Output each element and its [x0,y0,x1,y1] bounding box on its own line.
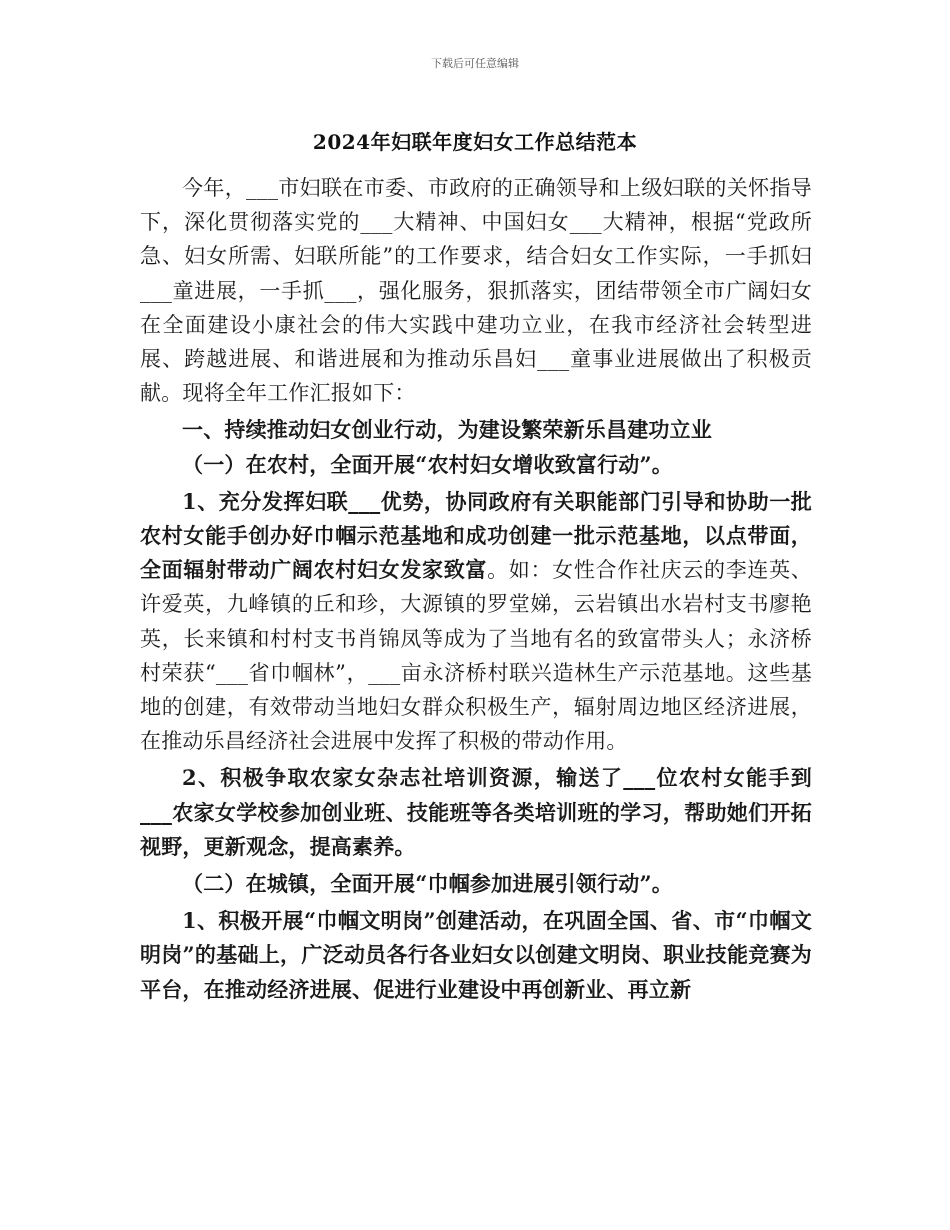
header-note: 下载后可任意编辑 [431,57,519,70]
subsection-heading-1-2: （二）在城镇，全面开展“巾帼参加进展引领行动”。 [182,871,673,897]
document-title: 2024年妇联年度妇女工作总结范本 [312,130,638,154]
intro-paragraph: 今年，___市妇联在市委、市政府的正确领导和上级妇联的关怀指导下，深化贯彻落实党的___大精神、中国妇女___大精神，根据“党政所急、妇女所需、妇联所能”的工作要求，结合妇女工作实际，一手抓妇___童进展，一手抓___，强化服务，狠抓落实，团结带领全市广阔妇女在全面建设小康社会的伟大实践中建功立业，在我市经济社会转型进展、跨越进展、和谐进展和为推动乐昌妇___童事业进展做出了积极贡献。现将全年工作汇报如下： [140,176,812,406]
paragraph-rural-item-1-rest: 。如：女性合作社庆云的李连英、许爱英，九峰镇的丘和珍，大源镇的罗堂娣，云岩镇出水岩村支书廖艳英，长来镇和村村支书肖锦凤等成为了当地有名的致富带头人；永济桥村荣获“___省巾帼林”，___亩永济桥村联兴造林生产示范基地。这些基地的创建，有效带动当地妇女群众积极生产，辐射周边地区经济进展，在推动乐昌经济社会进展中发挥了积极的带动作用。 [140,558,812,754]
paragraph-rural-item-1 [140,485,812,759]
paragraph-rural-item-1-bold: 1、充分发挥妇联___优势，协同政府有关职能部门引导和协助一批农村女能手创办好巾帼示范基地和成功创建一批示范基地，以点带面，全面辐射带动广阔农村妇女发家致富 [140,488,812,583]
subsection-heading-1-1: （一）在农村，全面开展“农村妇女增收致富行动”。 [182,451,673,477]
section-heading-1: 一、持续推动妇女创业行动，为建设繁荣新乐昌建功立业 [182,417,712,443]
paragraph-urban-item-1: 1、积极开展“巾帼文明岗”创建活动，在巩固全国、省、市“巾帼文明岗”的基础上，广泛动员各行各业妇女以创建文明岗、职业技能竞赛为平台，在推动经济进展、促进行业建设中再创新业、再立新 [140,908,812,1002]
paragraph-rural-item-2: 2、积极争取农家女杂志社培训资源，输送了___位农村女能手到___农家女学校参加创业班、技能班等各类培训班的学习，帮助她们开拓视野，更新观念，提高素养。 [140,765,812,859]
document-body [140,171,812,1007]
